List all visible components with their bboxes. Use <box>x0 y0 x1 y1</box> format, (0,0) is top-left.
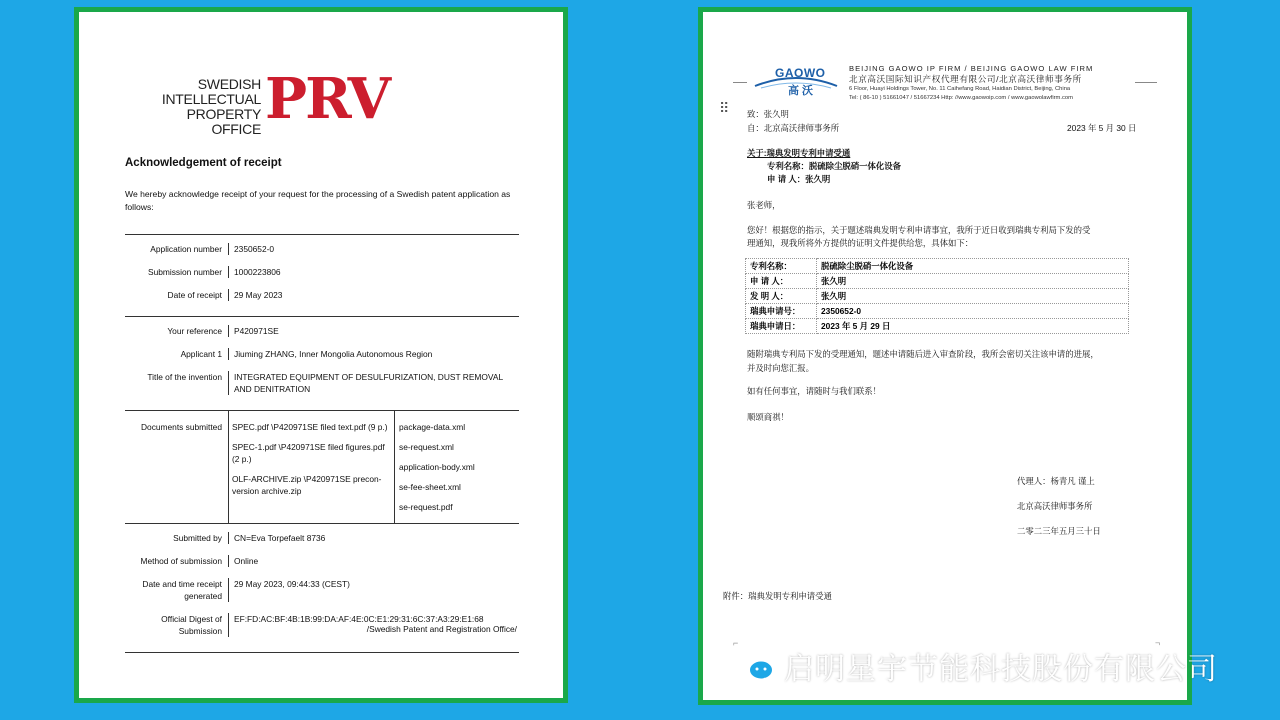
patent-table-value: 张久明 <box>817 274 1129 289</box>
document-file: OLF-ARCHIVE.zip \P420971SE precon-version archive.zip <box>232 474 382 496</box>
patent-table-key: 瑞典申请号： <box>746 304 817 319</box>
gaowo-logo <box>751 66 841 110</box>
acknowledgement-title: Acknowledgement of receipt <box>125 157 282 169</box>
receipt-label: Your reference <box>125 325 229 337</box>
para2-line1: 随附瑞典专利局下发的受理通知，题述申请随后进入审查阶段，我所会密切关注该申请的进展， <box>747 349 1099 359</box>
receipt-row <box>125 348 519 360</box>
documents-column-2 <box>395 411 519 523</box>
logo-line-2: INTELLECTUAL <box>161 91 261 107</box>
receipt-value: INTEGRATED EQUIPMENT OF DESULFURIZATION, DUST REMOVAL AND DENITRATION <box>234 372 503 394</box>
receipt-row <box>125 532 519 544</box>
gaowo-logo-en: GAOWO <box>775 66 826 80</box>
left-document-frame <box>74 7 568 703</box>
receipt-row <box>125 243 519 255</box>
patent-table-key: 瑞典申请日： <box>746 319 817 334</box>
patent-table-row <box>746 319 1129 334</box>
wechat-icon <box>730 648 776 684</box>
patent-table-key: 发 明 人： <box>746 289 817 304</box>
receipt-label: Applicant 1 <box>125 348 229 360</box>
documents-label: Documents submitted <box>125 411 229 523</box>
receipt-value: Jiuming ZHANG, Inner Mongolia Autonomous Region <box>234 349 433 359</box>
receipt-value: P420971SE <box>234 326 279 336</box>
receipt-label: Method of submission <box>125 555 229 567</box>
firm-signature: 北京高沃律师事务所 <box>1017 501 1093 511</box>
receipt-label: Application number <box>125 243 229 255</box>
receipt-value: CN=Eva Torpefaelt 8736 <box>234 533 326 543</box>
para1-line1: 您好！根据您的指示，关于题述瑞典发明专利申请事宜，我所于近日收到瑞典专利局下发的受 <box>747 225 1091 235</box>
letter-date: 2023 年 5 月 30 日 <box>1067 123 1137 133</box>
closing-line: 顺颂商祺！ <box>747 412 789 422</box>
subject-patent-name: 专利名称：脱硫除尘脱硝一体化设备 <box>767 161 901 171</box>
right-document-frame <box>698 7 1192 705</box>
receipt-row <box>125 371 519 395</box>
receipt-value: 29 May 2023, 09:44:33 (CEST) <box>234 579 350 589</box>
signature-date: 二零二三年五月三十日 <box>1017 526 1101 536</box>
patent-table-row <box>746 274 1129 289</box>
receipt-label: Submitted by <box>125 532 229 544</box>
patent-table-row <box>746 304 1129 319</box>
document-xml: package-data.xml <box>399 422 466 432</box>
receipt-row <box>125 266 519 278</box>
receipt-row <box>125 325 519 337</box>
document-file: SPEC.pdf \P420971SE filed text.pdf (9 p.) <box>232 422 388 432</box>
patent-table-row <box>746 259 1129 274</box>
patent-table-value: 脱硫除尘脱硝一体化设备 <box>817 259 1129 274</box>
header-rule-left <box>733 82 747 83</box>
document-xml: se-request.pdf <box>399 502 453 512</box>
receipt-section-1 <box>125 234 519 316</box>
corner-mark-left: ⌐ <box>733 638 739 648</box>
letter-from: 自：北京高沃律师事务所 <box>747 123 840 133</box>
receipt-row <box>125 289 519 301</box>
receipt-section-documents <box>125 410 519 523</box>
logo-prv: PRV <box>265 66 390 132</box>
receipt-value: 29 May 2023 <box>234 290 283 300</box>
receipt-label: Official Digest of Submission <box>125 613 229 637</box>
gaowo-logo-cn: 高沃 <box>788 85 816 97</box>
letter-subject: 关于:瑞典发明专利申请受通 <box>747 148 851 158</box>
firm-header <box>849 64 1149 103</box>
receipt-label: Title of the invention <box>125 371 229 395</box>
document-xml: application-body.xml <box>399 462 475 472</box>
patent-table-value: 2350652-0 <box>817 304 1129 319</box>
documents-column-1 <box>229 411 395 523</box>
patent-table-key: 专利名称： <box>746 259 817 274</box>
receipt-label: Submission number <box>125 266 229 278</box>
watermark <box>730 646 1218 686</box>
firm-contact: Tel: ( 86-10 ) 51661047 / 51667234 Http: //www.gaowoip.com / www.gaowolawfirm.com <box>849 95 1073 101</box>
document-xml: se-request.xml <box>399 442 454 452</box>
acknowledgement-intro: We hereby acknowledge receipt of your request for the processing of a Swedish patent application as follows: <box>125 189 511 212</box>
letter-greeting: 张老师， <box>747 200 781 210</box>
attachment-line: 附件：瑞典发明专利申请受通 <box>723 591 832 601</box>
drag-handle-icon[interactable]: ⠿ <box>719 100 729 116</box>
subject-applicant: 申 请 人：张久明 <box>767 174 831 184</box>
document-xml: se-fee-sheet.xml <box>399 482 461 492</box>
logo-line-1: SWEDISH <box>197 76 261 92</box>
para1-line2: 理通知，现我所将外方提供的证明文件提供给您，具体如下： <box>747 238 974 248</box>
firm-name-en: BEIJING GAOWO IP FIRM / BEIJING GAOWO LAW FIRM <box>849 64 1094 73</box>
patent-table-row <box>746 289 1129 304</box>
document-file: SPEC-1.pdf \P420971SE filed figures.pdf (2 p.) <box>232 442 385 464</box>
receipt-row <box>125 555 519 567</box>
corner-mark-right: ¬ <box>1155 638 1161 648</box>
patent-info-table <box>745 258 1129 334</box>
receipt-row <box>125 578 519 602</box>
logo-line-3: PROPERTY OFFICE <box>186 106 261 137</box>
para2-line2: 并及时向您汇报。 <box>747 363 814 373</box>
firm-name-cn: 北京高沃国际知识产权代理有限公司/北京高沃律师事务所 <box>849 74 1082 84</box>
receipt-label: Date of receipt <box>125 289 229 301</box>
patent-table-value: 2023 年 5 月 29 日 <box>817 319 1129 334</box>
receipt-value: 2350652-0 <box>234 244 275 254</box>
patent-table-value: 张久明 <box>817 289 1129 304</box>
watermark-text: 启明星宇节能科技股份有限公司 <box>784 652 1218 687</box>
contact-line: 如有任何事宜，请随时与我们联系！ <box>747 386 881 396</box>
firm-address: 6 Floor, Huayi Holdings Tower, No. 11 Caihefang Road, Haidian District, Beijing, China <box>849 86 1071 92</box>
patent-table-key: 申 请 人： <box>746 274 817 289</box>
office-signoff: /Swedish Patent and Registration Office/ <box>366 624 517 634</box>
prv-logo <box>141 66 390 137</box>
receipt-table <box>125 234 519 653</box>
agent-signature: 代理人：杨青凡 谨上 <box>1017 476 1095 486</box>
receipt-section-2 <box>125 316 519 410</box>
receipt-label: Date and time receipt generated <box>125 578 229 602</box>
receipt-value: EF:FD:AC:BF:4B:1B:99:DA:AF:4E:0C:E1:29:31:6C:37:A3:29:E1:68 <box>234 614 484 624</box>
receipt-value: Online <box>234 556 259 566</box>
letter-to: 致：张久明 <box>747 109 789 119</box>
receipt-value: 1000223806 <box>234 267 281 277</box>
